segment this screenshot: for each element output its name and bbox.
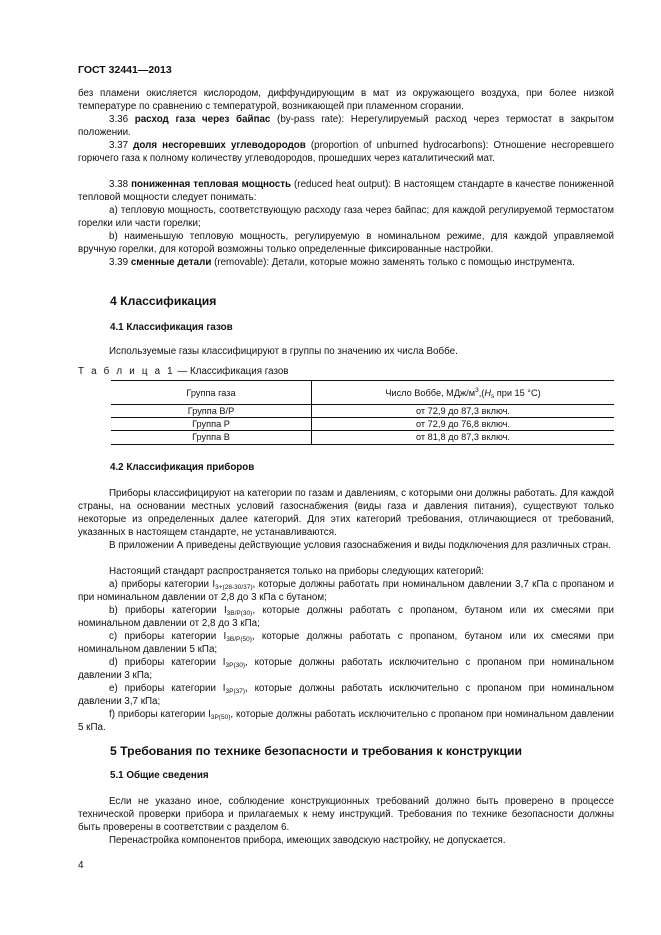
table-cell-group: Группа В/Р: [111, 405, 312, 418]
section-4-2-paragraph-3: Настоящий стандарт распространяется только на приборы следующих категорий:: [109, 566, 484, 577]
paragraph-continuation: без пламени окисляется кислородом, диффундирующим в мат из окружающего воздуха, при более низкой температуре по сравнению с температурой, возникающей при пламенном сгорании.: [78, 88, 614, 112]
term-name: расход газа через байпас: [134, 114, 271, 125]
section-4-heading: 4 Классификация: [110, 294, 217, 308]
term-number: 3.37: [109, 140, 129, 151]
category-item-b: b) приборы категории $I_{3В/Р(30)}$, которые должны работать с пропаном, бутаном или их смесями при номинальном давлении от 2,8 до 3 кПа;: [78, 605, 614, 629]
table-caption: [78, 366, 289, 377]
term-3-39: [78, 257, 614, 270]
term-definition: (reduced heat output): В настоящем стандарте в качестве пониженной тепловой мощности следует понимать:: [78, 179, 614, 203]
table-header-wobbe: Число Воббе, МДж/$м^3,(H_s$ при 15 °С): [312, 381, 615, 405]
table-cell-group: Группа В: [111, 431, 312, 444]
section-4-2-paragraph-2: В приложении А приведены действующие условия газоснабжения и виды подключения для различных стран.: [109, 540, 611, 551]
table-cell-value: от 81,8 до 87,3 включ.: [312, 431, 615, 444]
term-name: сменные детали: [130, 257, 212, 268]
document-code: ГОСТ 32441—2013: [78, 64, 172, 76]
category-item-d: d) приборы категории $I_{3Р(30)}$, которые должны работать исключительно с пропаном при номинальном давлении 3 кПа;: [78, 657, 614, 681]
term-name: доля несгоревших углеводородов: [133, 140, 306, 151]
table-cell-value: от 72,9 до 87,3 включ.: [312, 405, 615, 418]
section-5-heading: 5 Требования по технике безопасности и требования к конструкции: [110, 744, 522, 758]
section-4-2-heading: 4.2 Классификация приборов: [110, 462, 255, 473]
term-3-38-item-b: b) наименьшую тепловую мощность, регулируемую в номинальном режиме, для каждой управляемой вручную горелки, для которой возможны только определенные фиксированные настройки.: [78, 231, 614, 255]
section-5-1-paragraph-1: Если не указано иное, соблюдение конструкционных требований должно быть проверено в процессе технической проверки прибора и прилагаемых к нему инструкций. Требования по технике безопасности должны быть проверены в соответствии с разделом 6.: [78, 796, 614, 833]
table-header-group: Группа газа: [111, 381, 312, 405]
term-number: 3.39: [109, 257, 129, 268]
term-3-38: [78, 179, 614, 205]
section-5-1-heading: 5.1 Общие сведения: [110, 770, 209, 781]
table-header-row: [111, 381, 614, 405]
table-caption-title: — Классификация газов: [174, 366, 289, 377]
table-row: [111, 431, 614, 444]
term-definition: (proportion of unburned hydrocarbons): Отношение несгоревшего горючего газа к полному количеству углеводородов, прошедших через каталитический мат.: [78, 140, 615, 164]
table-row: [111, 405, 614, 418]
term-number: 3.36: [109, 114, 129, 125]
term-definition: (by-pass rate): Нерегулируемый расход через термостат в закрытом положении.: [78, 114, 615, 138]
page-number: 4: [78, 860, 84, 871]
section-4-1-heading: 4.1 Классификация газов: [110, 322, 233, 333]
category-item-a: а) приборы категории $I_{3+(28-30/37)}$, которые должны работать при номинальном давлении 3,7 кПа с пропаном и при номинальном давлении от 2,8 до 3 кПа с бутаном;: [78, 579, 615, 603]
section-4-1-text: Используемые газы классифицируют в группы по значению их числа Воббе.: [109, 346, 458, 357]
term-definition: (removable): Детали, которые можно заменять только с помощью инструмента.: [211, 257, 575, 268]
table-cell-value: от 72,9 до 76,8 включ.: [312, 418, 615, 431]
term-3-38-item-a: а) тепловую мощность, соответствующую расходу газа через байпас; для каждой регулируемой термостатом горелки или части горелки;: [78, 205, 614, 229]
term-3-37: [78, 140, 614, 166]
category-item-c: с) приборы категории $I_{3В/Р(50)}$, которые должны работать с пропаном, бутаном или их смесями при номинальном давлении 5 кПа;: [78, 631, 614, 655]
gas-classification-table: [111, 380, 614, 445]
table-row: [111, 418, 614, 431]
table-cell-group: Группа Р: [111, 418, 312, 431]
section-5-1-paragraph-2: Перенастройка компонентов прибора, имеющих заводскую настройку, не допускается.: [109, 835, 506, 846]
section-4-2-paragraph-1: Приборы классифицируют на категории по газам и давлениям, с которыми они должны работать. Для каждой страны, на основании местных условий газоснабжения (виды газа и давления питания), существуют только некоторые из определенных далее категорий. Для этих категорий требования, отличающиеся от требований, указанных в настоящем стандарте, не устанавливаются.: [78, 488, 614, 538]
term-3-36: [78, 114, 614, 140]
term-name: пониженная тепловая мощность: [131, 179, 292, 190]
table-caption-prefix: Т а б л и ц а 1: [78, 366, 175, 377]
category-item-e: е) приборы категории $I_{3Р(37)}$, которые должны работать исключительно с пропаном при номинальном давлении 3,7 кПа;: [78, 683, 614, 707]
category-item-f: f) приборы категории $I_{3Р(50)}$, которые должны работать исключительно с пропаном при номинальном давлении 5 кПа.: [78, 709, 614, 733]
term-number: 3.38: [109, 179, 129, 190]
